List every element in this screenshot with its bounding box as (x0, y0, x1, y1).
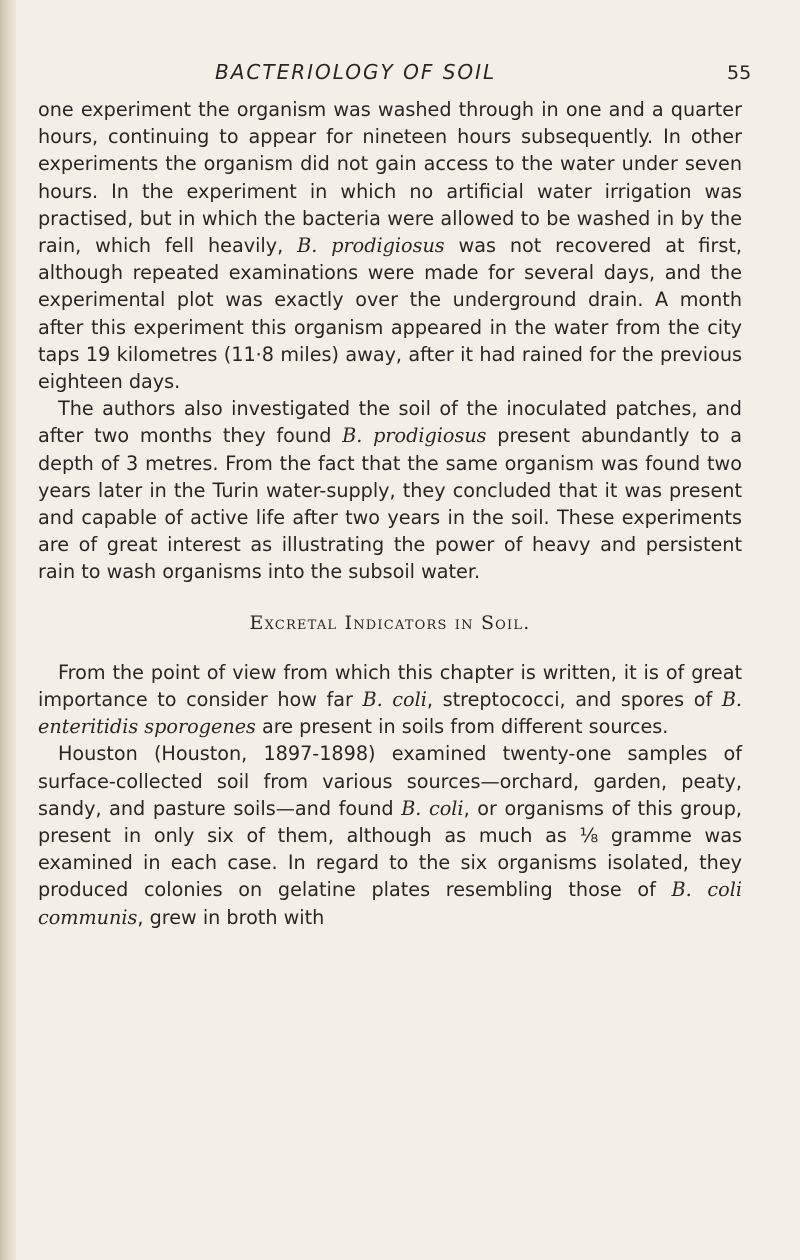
paragraph-continuation (38, 96, 742, 395)
page-gutter-shadow (0, 0, 16, 1260)
page-number: 55 (727, 62, 752, 84)
paragraph (38, 659, 742, 741)
species-name: B. enteritidis sporogenes (38, 688, 743, 739)
species-name: B. coli communis (38, 878, 742, 929)
text-segment: From the point of view from which this chapter is written, it is of great importance to consider how far (38, 660, 742, 712)
text-segment: The authors also investigated the soil of the inoculated patches, and after two months they found (38, 397, 742, 448)
text-segment: , or organisms of this group, present in only six of them, although as much as ⅛ gramme was examined in each case. In regard to the six organisms isolated, they produced colonies on gelatine plates resembling those of (38, 796, 742, 902)
text-segment: present abundantly to a depth of 3 metres. From the fact that the same organism was found two years later in the Turin water-supply, they concluded that it was present and capable of active life after two years in the soil. These experiments are of great interest as illustrating the power of heavy and persistent rain to wash organisms into the subsoil water. (38, 424, 742, 584)
section-heading: Excretal Indicators in Soil. (249, 611, 531, 634)
text-segment: , grew in broth with (137, 905, 325, 929)
paragraph (38, 740, 742, 930)
text-segment: was not recovered at first, although repeated examinations were made for several days, and the experimental plot was exactly over the underground drain. A month after this experiment this organism appeared in the water from the city taps 19 kilometres (11·8 miles) away, after it had rained for the previous eighteen days. (38, 234, 743, 394)
text-segment: Houston (Houston, 1897-1898) examined twenty-one samples of surface-collected soil from various sources—orchard, garden, peaty, sandy, and pasture soils—and found (38, 742, 742, 820)
running-title: BACTERIOLOGY OF SOIL (215, 60, 497, 84)
species-name: B. prodigiosus (297, 234, 445, 258)
species-name: B. coli (362, 688, 427, 712)
text-segment: are present in soils from different sources. (255, 715, 669, 739)
paragraph (38, 395, 742, 585)
body-text (38, 96, 742, 931)
text-segment: , streptococci, and spores of (426, 688, 722, 712)
text-segment: one experiment the organism was washed through in one and a quarter hours, continuing to appear for nineteen hours subsequently. In other experiments the organism did not gain access to the water under seven hours. In the experiment in which no artificial water irrigation was practised, but in which the bacteria were allowed to be washed in by the rain, which fell heavily, (38, 98, 742, 258)
species-name: B. coli (401, 796, 464, 820)
species-name: B. prodigiosus (342, 424, 487, 448)
